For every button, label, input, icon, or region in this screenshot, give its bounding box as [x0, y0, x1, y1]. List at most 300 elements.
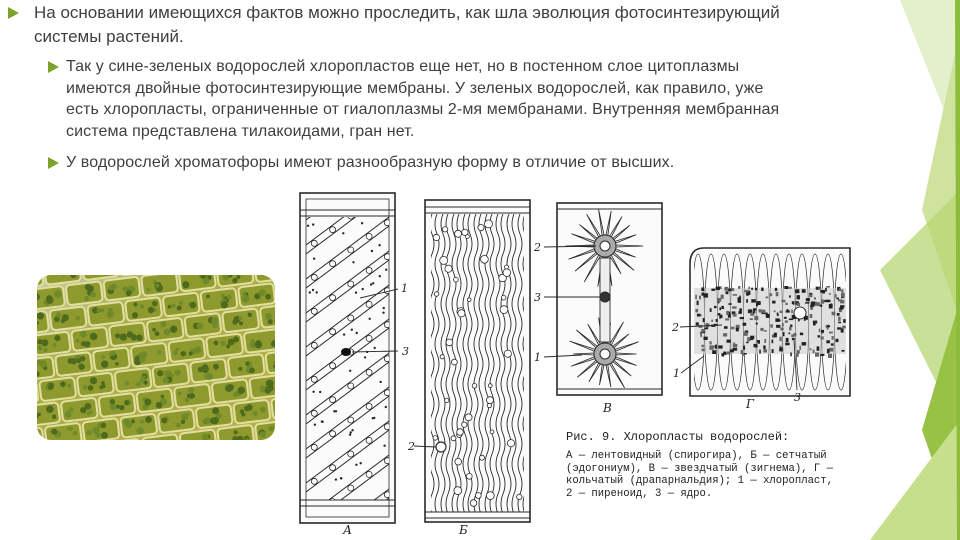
granule: [334, 177, 336, 179]
granule: [312, 223, 314, 225]
granule: [351, 329, 353, 331]
sub-bullet-line: система представлена тилакоидами, гран нет.: [66, 123, 415, 141]
band-granule: [789, 295, 791, 297]
band-granule: [711, 289, 715, 291]
pyrenoid: [442, 227, 447, 232]
band-granule: [764, 339, 766, 343]
sub-bullet-line: имеются двойные фотосинтезирующие мембраны. У зеленых водорослей, как правило, уже: [66, 79, 764, 97]
pyrenoid: [517, 494, 522, 499]
pyrenoid: [445, 398, 449, 402]
nucleus: [341, 348, 351, 356]
pyrenoid: [330, 533, 336, 539]
pyrenoid: [470, 500, 477, 507]
band-granule: [721, 295, 724, 299]
band-granule: [788, 287, 792, 289]
band-granule: [782, 323, 784, 326]
pyrenoid: [507, 440, 514, 447]
pyrenoid: [455, 458, 462, 465]
sub-bullet-line: У водорослей хроматофоры имеют разнообразную форму в отличие от высших.: [66, 154, 675, 171]
pyrenoid: [384, 526, 390, 532]
band-granule: [791, 310, 793, 314]
band-granule: [822, 290, 825, 294]
band-granule: [838, 299, 842, 301]
band-granule: [726, 291, 729, 294]
pyrenoid: [472, 384, 477, 389]
granule: [385, 269, 387, 271]
band-granule: [780, 328, 783, 331]
band-granule: [805, 302, 809, 304]
band-granule: [766, 313, 768, 316]
band-granule: [750, 318, 753, 320]
pyrenoid: [445, 265, 452, 272]
granule: [379, 142, 381, 144]
pyrenoid: [440, 355, 444, 359]
sub-bullet-line: Так у сине-зеленых водорослей хлоропластов еще нет, но в постенном слое цитоплазмы: [66, 58, 740, 75]
granule: [371, 184, 373, 186]
granule: [349, 370, 351, 372]
band-granule: [802, 342, 807, 345]
band-granule: [841, 329, 844, 333]
pyrenoid: [348, 485, 354, 491]
pyrenoid: [366, 165, 372, 171]
band-granule: [837, 313, 840, 316]
band-granule: [725, 318, 729, 320]
band-granule: [727, 352, 731, 355]
granule: [371, 250, 373, 252]
band-granule: [703, 318, 705, 322]
band-granule: [718, 345, 722, 348]
band-granule: [738, 286, 740, 289]
band-granule: [738, 300, 741, 303]
band-granule: [792, 338, 795, 340]
band-granule: [729, 303, 732, 305]
granule: [378, 244, 380, 246]
pyrenoid: [434, 292, 439, 297]
band-granule: [756, 301, 760, 305]
band-granule: [825, 288, 827, 292]
panel-letter-v: В: [603, 401, 612, 415]
panel-g-draparnaldia: [690, 248, 850, 396]
band-granule: [733, 294, 737, 296]
granule: [386, 172, 388, 174]
band-granule: [696, 322, 699, 325]
band-granule: [744, 353, 747, 355]
pyrenoid: [366, 335, 372, 341]
band-granule: [733, 348, 738, 351]
granule: [374, 144, 376, 146]
granule: [364, 356, 366, 358]
granule: [309, 291, 311, 293]
granule: [361, 222, 363, 224]
band-granule: [718, 302, 720, 304]
pyrenoid: [462, 422, 467, 427]
panel-b-oedogonium: [425, 200, 530, 522]
pyrenoid: [330, 159, 336, 165]
pyrenoid: [311, 172, 317, 178]
band-granule: [754, 345, 757, 348]
band-granule: [704, 328, 708, 330]
granule: [352, 261, 354, 263]
band-granule: [826, 340, 830, 343]
band-granule: [843, 319, 846, 323]
pyrenoid: [348, 315, 354, 321]
granule: [383, 307, 385, 309]
pyrenoid: [480, 455, 485, 460]
band-granule: [783, 332, 785, 336]
band-granule: [827, 349, 830, 354]
pyrenoid: [330, 431, 336, 437]
band-granule: [740, 317, 744, 319]
band-granule: [759, 350, 761, 354]
band-granule: [838, 322, 841, 324]
band-granule: [795, 289, 799, 293]
band-granule: [739, 308, 742, 312]
pyrenoid: [384, 186, 390, 192]
pyrenoid: [452, 359, 458, 365]
band-granule: [813, 321, 816, 325]
pyrenoid: [384, 118, 390, 124]
band-granule: [769, 293, 772, 296]
pyrenoid: [311, 478, 317, 484]
band-granule: [710, 308, 712, 312]
band-granule: [841, 289, 843, 292]
band-granule: [829, 293, 831, 295]
granule: [335, 410, 337, 412]
granule: [307, 225, 309, 227]
label-g-3: 3: [794, 391, 801, 404]
granule: [314, 424, 316, 426]
band-granule: [724, 287, 728, 291]
band-granule: [695, 295, 697, 299]
band-granule: [746, 292, 749, 296]
band-granule: [759, 309, 762, 312]
granule: [372, 282, 374, 284]
band-granule: [772, 349, 774, 353]
pyrenoid: [490, 430, 494, 434]
caption-line: (эдогониум), В — звездчатый (зигнема), Г —: [566, 462, 834, 475]
pyrenoid: [465, 414, 472, 421]
band-granule: [704, 337, 708, 340]
band-granule: [789, 332, 791, 334]
band-granule: [836, 339, 839, 342]
band-granule: [810, 314, 813, 318]
pyrenoid: [503, 269, 511, 277]
granule: [343, 333, 345, 335]
band-granule: [827, 286, 831, 288]
panel-letter-g: Г: [746, 397, 754, 411]
band-granule: [748, 287, 750, 290]
granule: [382, 312, 384, 314]
pyrenoid: [348, 281, 354, 287]
granule: [312, 289, 314, 291]
granule: [374, 347, 376, 349]
band-granule: [828, 354, 832, 358]
band-granule: [829, 332, 833, 334]
pyrenoid: [446, 339, 453, 346]
pyrenoid: [348, 383, 354, 389]
band-granule: [719, 307, 721, 310]
band-granule: [819, 329, 821, 333]
pyrenoid: [311, 444, 317, 450]
band-granule: [774, 333, 777, 338]
granule: [373, 417, 375, 419]
pyrenoid: [330, 465, 336, 471]
band-granule: [814, 297, 816, 299]
band-granule: [797, 350, 800, 354]
label-g-2: 2: [672, 321, 679, 334]
band-granule: [784, 286, 788, 289]
band-granule: [756, 323, 758, 325]
band-granule: [743, 323, 747, 326]
band-granule: [789, 327, 791, 330]
pyrenoid: [466, 473, 472, 479]
pyrenoid: [794, 307, 806, 319]
band-granule: [702, 349, 705, 352]
caption-title: Рис. 9. Хлоропласты водорослей:: [566, 430, 790, 444]
band-granule: [774, 311, 776, 313]
band-granule: [810, 348, 812, 350]
pyrenoid: [311, 240, 317, 246]
pyrenoid: [348, 247, 354, 253]
band-granule: [836, 298, 839, 300]
granule: [316, 291, 318, 293]
granule: [379, 275, 381, 277]
band-granule: [831, 303, 833, 307]
band-granule: [703, 293, 708, 297]
pyrenoid-marked: [436, 442, 446, 452]
pyrenoid: [366, 131, 372, 137]
band-granule: [746, 342, 748, 344]
label-v-3: 3: [534, 291, 541, 304]
pyrenoid: [366, 369, 372, 375]
granule: [335, 478, 337, 480]
panel-letter-a: А: [343, 523, 353, 537]
band-granule: [732, 306, 737, 308]
pyrenoid: [330, 363, 336, 369]
band-granule: [699, 296, 701, 300]
pyrenoid: [440, 256, 448, 264]
pyrenoid: [486, 492, 494, 500]
band-granule: [824, 300, 828, 302]
granule: [351, 429, 353, 431]
granule: [356, 332, 358, 334]
pyrenoid: [330, 329, 336, 335]
granule: [380, 381, 382, 383]
granule: [355, 291, 357, 293]
band-granule: [785, 343, 789, 346]
band-granule: [721, 306, 724, 309]
label-a-3: 3: [402, 345, 409, 358]
pyrenoid: [366, 267, 372, 273]
pyrenoid: [348, 179, 354, 185]
band-granule: [741, 350, 744, 354]
band-granule: [753, 310, 755, 314]
pyrenoid: [500, 306, 508, 314]
band-granule: [810, 295, 813, 298]
granule: [383, 445, 385, 447]
pyrenoid: [311, 308, 317, 314]
band-granule: [786, 310, 790, 312]
band-granule: [757, 340, 759, 342]
band-granule: [820, 305, 822, 307]
band-granule: [831, 343, 834, 345]
band-granule: [760, 328, 763, 331]
band-granule: [806, 298, 810, 301]
pyrenoid: [330, 227, 336, 233]
pyrenoid: [433, 436, 438, 441]
band-granule: [820, 354, 824, 356]
pyrenoid: [330, 397, 336, 403]
pyrenoid: [600, 241, 610, 251]
band-granule: [840, 305, 844, 307]
band-granule: [751, 299, 756, 302]
band-granule: [838, 317, 841, 321]
band-granule: [744, 290, 749, 292]
band-granule: [700, 333, 702, 337]
band-granule: [731, 327, 735, 330]
granule: [369, 318, 371, 320]
band-granule: [800, 333, 803, 336]
pyrenoid: [348, 145, 354, 151]
band-granule: [716, 287, 720, 290]
granule: [362, 288, 364, 290]
band-granule: [818, 335, 821, 337]
nucleus: [600, 292, 610, 302]
band-granule: [802, 289, 806, 293]
band-granule: [786, 338, 789, 342]
band-granule: [815, 353, 819, 357]
granule: [342, 232, 344, 234]
pyrenoid: [311, 342, 317, 348]
band-granule: [772, 340, 774, 344]
pyrenoid: [366, 471, 372, 477]
band-granule: [755, 288, 757, 290]
band-granule: [718, 313, 721, 315]
band-granule: [763, 349, 767, 352]
pyrenoid: [366, 301, 372, 307]
band-granule: [776, 325, 780, 328]
band-granule: [721, 353, 724, 356]
band-granule: [712, 350, 716, 354]
pyrenoid: [454, 277, 459, 282]
pyrenoid: [501, 295, 506, 300]
band-granule: [839, 288, 841, 291]
pyrenoid: [462, 229, 468, 235]
band-granule: [724, 326, 728, 329]
band-granule: [770, 324, 773, 327]
band-granule: [733, 343, 735, 346]
band-granule: [701, 287, 704, 291]
band-granule: [697, 314, 701, 317]
pyrenoid: [311, 410, 317, 416]
pyrenoid: [505, 265, 509, 269]
pyrenoid: [478, 225, 484, 231]
band-granule: [776, 292, 779, 296]
band-granule: [793, 303, 795, 305]
band-granule: [728, 288, 731, 291]
band-granule: [777, 313, 779, 316]
granule: [362, 149, 364, 151]
band-granule: [747, 337, 750, 341]
pyrenoid: [454, 487, 462, 495]
granule: [383, 175, 385, 177]
pyrenoid: [330, 261, 336, 267]
band-granule: [710, 341, 712, 344]
band-granule: [832, 312, 836, 316]
band-granule: [779, 346, 781, 348]
band-granule: [821, 336, 824, 339]
band-granule: [716, 319, 718, 322]
band-granule: [751, 288, 753, 290]
band-granule: [764, 330, 767, 332]
band-granule: [782, 300, 786, 303]
band-granule: [772, 301, 775, 304]
granule: [319, 391, 321, 393]
band-granule: [811, 302, 815, 305]
band-granule: [842, 326, 846, 329]
band-granule: [791, 334, 794, 337]
band-granule: [789, 319, 793, 321]
band-granule: [839, 308, 843, 310]
granule: [313, 258, 315, 260]
band-granule: [784, 317, 787, 319]
pyrenoid: [366, 437, 372, 443]
pyrenoid: [467, 298, 471, 302]
pyrenoid: [311, 376, 317, 382]
pyrenoid: [485, 220, 493, 228]
band-granule: [744, 332, 748, 336]
band-granule: [754, 316, 758, 320]
band-granule: [750, 337, 753, 341]
granule: [321, 421, 323, 423]
band-granule: [702, 293, 704, 296]
pyrenoid: [488, 384, 492, 388]
pyrenoid: [348, 451, 354, 457]
granule: [360, 462, 362, 464]
caption-line: 2 — пиреноид, 3 — ядро.: [566, 488, 713, 501]
band-granule: [715, 345, 717, 349]
pyrenoid: [348, 417, 354, 423]
granule: [385, 406, 387, 408]
band-granule: [796, 353, 799, 357]
panel-letter-b: Б: [459, 523, 468, 537]
main-bullet-line: На основании имеющихся фактов можно проследить, как шла эволюция фотосинтезирующий: [34, 3, 780, 22]
band-granule: [780, 337, 782, 341]
band-granule: [697, 301, 699, 306]
caption-line: А — лентовидный (спирогира), Б — сетчатый: [566, 450, 827, 462]
band-granule: [714, 306, 717, 308]
pyrenoid: [504, 350, 511, 357]
panel-v-zygnema: [557, 203, 662, 395]
pyrenoid: [458, 310, 465, 317]
band-granule: [829, 348, 833, 352]
band-granule: [736, 328, 739, 332]
label-g-1: 1: [673, 367, 680, 380]
band-granule: [761, 288, 763, 292]
pyrenoid: [366, 233, 372, 239]
pyrenoid: [457, 429, 464, 436]
pyrenoid: [487, 397, 494, 404]
band-granule: [733, 314, 737, 317]
band-granule: [827, 325, 830, 327]
band-granule: [813, 350, 815, 354]
band-granule: [780, 311, 783, 313]
band-granule: [785, 303, 787, 305]
band-granule: [790, 353, 792, 357]
panel-a-spirogyra: [300, 115, 395, 540]
pyrenoid: [475, 493, 481, 499]
band-granule: [711, 320, 713, 322]
